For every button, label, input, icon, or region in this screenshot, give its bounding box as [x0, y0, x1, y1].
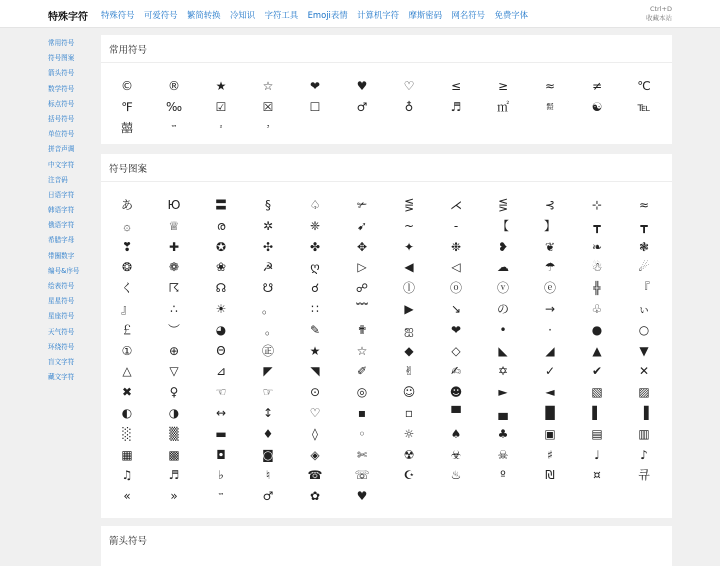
symbol-cell[interactable]: ☠ — [497, 447, 509, 462]
symbol-cell[interactable]: Ю — [167, 198, 181, 212]
symbol-cell[interactable]: ⊕ — [168, 343, 180, 358]
symbol-cell[interactable]: ⓥ — [496, 281, 509, 296]
symbol-cell[interactable]: 囍 — [120, 120, 133, 135]
symbol-cell[interactable]: © — [121, 79, 133, 93]
symbol-cell[interactable]: ⊙ — [309, 385, 321, 400]
symbol-cell[interactable]: ❧ — [591, 239, 603, 254]
symbol-cell[interactable]: ◀ — [404, 260, 414, 275]
sidebar-item[interactable]: 中文字符 — [48, 160, 75, 169]
symbol-cell[interactable]: ◤ — [263, 364, 273, 379]
top-nav — [101, 9, 537, 21]
sidebar-item[interactable]: 星星符号 — [48, 297, 75, 306]
symbol-cell[interactable]: ◙ — [262, 447, 274, 462]
symbol-cell[interactable]: ◁ — [451, 260, 461, 275]
symbol-cell[interactable]: ☆ — [262, 79, 274, 93]
symbol-cell[interactable]: ⓔ — [543, 281, 556, 296]
symbol-cell[interactable]: ♯ — [547, 447, 553, 462]
symbol-cell[interactable]: ❥ — [497, 239, 509, 254]
symbol-cell[interactable]: ♬ — [450, 99, 462, 114]
symbol-cell[interactable]: ● — [591, 322, 603, 337]
symbol-cell[interactable]: ♫ — [121, 468, 133, 483]
symbol-cell[interactable]: く — [120, 281, 133, 296]
symbol-cell[interactable]: ♤ — [309, 198, 321, 212]
symbol-cell[interactable]: ｡ — [264, 322, 271, 337]
symbol-cell[interactable]: ღ — [310, 260, 320, 275]
symbol-cell[interactable]: → — [544, 302, 556, 316]
symbol-cell[interactable]: ❃ — [638, 239, 650, 254]
symbol-cell[interactable]: ♪ — [640, 447, 648, 462]
symbol-cell[interactable]: ⋚ — [403, 198, 415, 212]
symbol-cell[interactable]: ╬ — [593, 281, 601, 296]
symbol-cell[interactable]: ≈ — [544, 79, 556, 93]
symbol-cell[interactable]: º — [500, 468, 506, 483]
nav-link[interactable]: Emoji表情 — [307, 10, 348, 20]
symbol-cell[interactable]: ♥ — [356, 489, 368, 504]
sidebar-item[interactable]: 数学符号 — [48, 84, 75, 93]
symbol-cell[interactable]: ▲ — [592, 343, 602, 358]
symbol-cell[interactable]: ✟ — [356, 322, 368, 337]
symbol-cell[interactable]: ★ — [309, 343, 321, 358]
symbol-cell[interactable]: ◕ — [215, 322, 227, 337]
symbol-cell[interactable]: ♠ — [450, 426, 462, 441]
symbol-cell[interactable]: ▤ — [591, 426, 603, 441]
sidebar-item[interactable]: 藏文字符 — [48, 373, 75, 382]
symbol-cell[interactable]: ▦ — [121, 447, 133, 462]
sidebar-item[interactable]: 常用符号 — [48, 39, 75, 47]
symbol-cell[interactable]: ✤ — [309, 239, 321, 254]
symbol-cell[interactable]: ☌ — [310, 281, 320, 296]
symbol-cell[interactable]: ☐ — [309, 99, 321, 114]
symbol-cell[interactable]: ◢ — [545, 343, 555, 358]
symbol-cell[interactable]: ▷ — [357, 260, 367, 275]
symbol-cell[interactable]: ㎡ — [496, 99, 509, 114]
symbol-cell[interactable]: ♬ — [168, 468, 180, 483]
symbol-cell[interactable]: ① — [121, 343, 133, 358]
symbol-cell[interactable]: 】 — [543, 218, 556, 233]
symbol-cell[interactable]: ⊿ — [215, 364, 227, 379]
section-divider — [101, 181, 672, 182]
symbol-cell[interactable]: ▄ — [498, 406, 508, 420]
symbol-cell[interactable]: ≈ — [638, 198, 650, 212]
sidebar-item[interactable]: 环绕符号 — [48, 342, 75, 351]
symbol-cell[interactable]: 『 — [637, 281, 650, 296]
symbol-cell[interactable]: ﹌ — [355, 302, 368, 316]
symbol-cell[interactable]: ◐ — [121, 406, 133, 420]
symbol-cell[interactable]: - — [453, 218, 459, 233]
sidebar-item[interactable]: 盲文字符 — [48, 357, 75, 366]
symbol-cell[interactable]: █ — [545, 406, 555, 420]
symbol-cell[interactable]: ☭ — [262, 260, 274, 275]
nav-link[interactable]: 摩斯密码 — [408, 10, 442, 20]
symbol-cell[interactable]: ❉ — [450, 239, 462, 254]
symbol-cell[interactable]: の — [496, 302, 509, 316]
symbol-cell[interactable]: ☈ — [168, 281, 180, 296]
symbol-cell[interactable]: ▐ — [639, 406, 649, 420]
symbol-cell[interactable]: ▩ — [168, 447, 180, 462]
nav-link[interactable]: 可爱符号 — [144, 10, 178, 20]
symbol-cell[interactable]: ▪ — [357, 406, 367, 420]
section-title: 符号图案 — [109, 164, 148, 175]
symbol-cell[interactable]: ㍿ — [546, 102, 554, 111]
symbol-cell[interactable]: ² — [219, 123, 223, 132]
symbol-cell[interactable]: ♂ — [262, 489, 274, 504]
symbol-cell[interactable]: ★ — [215, 79, 227, 93]
symbol-cell[interactable]: ◣ — [498, 343, 508, 358]
symbol-cell[interactable]: ര — [216, 218, 226, 233]
section-symbol-patterns — [101, 154, 672, 518]
nav-link[interactable]: 冷知识 — [230, 10, 256, 20]
symbol-cell[interactable]: ▬ — [215, 426, 227, 441]
nav-link[interactable]: 计算机字符 — [357, 10, 399, 20]
symbol-cell[interactable]: ♮ — [265, 468, 271, 483]
symbol-cell[interactable]: ☀ — [215, 302, 227, 316]
symbol-cell[interactable]: ▽ — [169, 364, 179, 379]
symbol-cell[interactable]: ¤ — [593, 468, 601, 483]
symbol-cell[interactable]: ® — [168, 79, 180, 93]
symbol-cell[interactable]: ≤ — [450, 79, 462, 93]
symbol-cell[interactable]: ♡ — [309, 406, 321, 420]
symbol-cell[interactable]: « — [123, 489, 131, 504]
symbol-cell[interactable]: ☑ — [215, 99, 227, 114]
symbol-cell[interactable]: あ — [120, 198, 133, 212]
symbol-cell[interactable]: ☯ — [591, 99, 603, 114]
symbol-cell[interactable]: ▫ — [404, 406, 414, 420]
symbol-cell[interactable]: ✿ — [309, 489, 321, 504]
sidebar-item[interactable]: 带圈数字 — [48, 251, 75, 260]
symbol-cell[interactable]: ░ — [122, 426, 132, 441]
section-title: 箭头符号 — [109, 536, 148, 547]
symbol-cell[interactable]: ♩ — [594, 447, 600, 462]
symbol-cell[interactable]: ✡ — [497, 364, 509, 379]
symbol-cell[interactable]: △ — [122, 364, 132, 379]
bookmark-hint[interactable] — [646, 5, 672, 23]
symbol-cell[interactable]: ☢ — [403, 447, 415, 462]
bookmark-text: 收藏本站 — [646, 14, 672, 22]
symbol-cell[interactable]: ✕ — [638, 364, 650, 379]
symbol-cell[interactable]: ♡ — [403, 79, 415, 93]
symbol-cell[interactable]: ❂ — [121, 260, 133, 275]
symbol-cell[interactable]: ▣ — [544, 426, 556, 441]
symbol-cell[interactable]: ‰ — [165, 99, 183, 114]
symbol-cell[interactable]: ♣ — [497, 426, 509, 441]
symbol-cell[interactable]: ▨ — [638, 385, 650, 400]
symbol-cell[interactable]: ◘ — [216, 447, 226, 462]
symbol-cell[interactable]: ❤ — [309, 79, 321, 93]
symbol-cell[interactable]: ☍ — [355, 281, 369, 296]
symbol-cell[interactable]: ✥ — [356, 239, 368, 254]
sidebar-item[interactable]: 箭头符号 — [48, 69, 75, 78]
symbol-cell[interactable]: ↕ — [262, 406, 274, 420]
symbol-cell[interactable]: ↔ — [215, 406, 227, 420]
symbol-cell[interactable]: ✪ — [215, 239, 227, 254]
symbol-cell[interactable]: ☄ — [638, 260, 650, 275]
symbol-cell[interactable]: ~ — [403, 218, 415, 233]
symbol-cell[interactable]: ▧ — [591, 385, 603, 400]
symbol-cell[interactable]: ◎ — [356, 385, 368, 400]
symbol-cell[interactable]: 【 — [496, 218, 509, 233]
symbol-cell[interactable]: ∴ — [170, 302, 178, 316]
nav-link[interactable]: 网名符号 — [451, 10, 485, 20]
top-header — [0, 0, 720, 28]
nav-link[interactable]: 免费字体 — [494, 10, 528, 20]
symbol-cell[interactable]: ❤ — [450, 322, 462, 337]
symbol-cell[interactable]: ⋌ — [450, 198, 462, 212]
section-divider — [101, 62, 672, 63]
symbol-cell[interactable]: • — [499, 322, 507, 337]
symbol-cell[interactable]: ™ — [217, 492, 225, 501]
symbol-cell[interactable]: ↘ — [450, 302, 462, 316]
symbol-cell[interactable]: ⊹ — [591, 198, 603, 212]
sidebar-item[interactable]: 注音码 — [48, 175, 68, 184]
symbol-cell[interactable]: ☃ — [591, 260, 603, 275]
symbol-cell[interactable]: ▌ — [592, 406, 602, 420]
symbol-cell[interactable]: ▒ — [169, 426, 179, 441]
symbol-cell[interactable]: ⋚ — [497, 198, 509, 212]
symbol-cell[interactable]: ⓛ — [402, 281, 415, 296]
sidebar-item[interactable]: 希腊字母 — [48, 236, 75, 245]
symbol-cell[interactable]: ┳ — [640, 218, 648, 233]
category-sidebar — [48, 38, 94, 387]
nav-link[interactable]: 字符工具 — [264, 10, 299, 20]
symbol-cell[interactable]: ￡ — [120, 322, 133, 337]
symbol-cell[interactable]: ◑ — [168, 406, 180, 420]
symbol-cell[interactable]: ◇ — [451, 343, 461, 358]
symbol-cell[interactable]: ³ — [266, 123, 270, 132]
symbol-cell[interactable]: ♕ — [168, 218, 180, 233]
symbol-cell[interactable]: ➹ — [356, 218, 368, 233]
symbol-cell[interactable]: ☆ — [356, 343, 368, 358]
symbol-cell[interactable]: Θ — [216, 343, 226, 358]
symbol-cell[interactable]: ︶ — [167, 322, 180, 337]
nav-link[interactable]: 繁简转换 — [187, 10, 221, 20]
symbol-cell[interactable]: 큐 — [638, 468, 650, 483]
symbol-cell[interactable]: ◄ — [545, 385, 555, 400]
symbol-cell[interactable]: ❈ — [309, 218, 321, 233]
symbol-cell[interactable]: ₪ — [545, 468, 555, 483]
site-logo[interactable]: 特殊字符 — [48, 12, 88, 23]
symbol-cell[interactable]: ☼ — [403, 426, 415, 441]
symbol-cell[interactable]: ▼ — [639, 343, 649, 358]
symbol-cell[interactable]: ✔ — [591, 364, 603, 379]
symbol-cell[interactable]: § — [265, 198, 271, 212]
section-common-symbols — [101, 35, 672, 144]
symbol-cell[interactable]: ☻ — [449, 385, 463, 400]
hotkey-text: Ctrl+D — [649, 5, 672, 13]
symbol-cell[interactable]: ⓞ — [449, 281, 462, 296]
sidebar-item[interactable]: 编号&序号 — [48, 266, 80, 275]
symbol-cell[interactable]: ♭ — [218, 468, 224, 483]
sidebar-item[interactable]: 单位符号 — [48, 130, 75, 139]
symbol-cell[interactable]: ✲ — [262, 218, 274, 233]
symbol-cell[interactable]: ⊰ — [544, 198, 556, 212]
sidebar-item[interactable]: 俄语字符 — [48, 221, 75, 230]
symbol-cell[interactable]: ◊ — [312, 426, 318, 441]
symbol-cell[interactable]: ┳ — [593, 218, 601, 233]
symbol-cell[interactable]: ≥ — [497, 79, 509, 93]
symbol-cell[interactable]: ◈ — [310, 447, 320, 462]
symbol-cell[interactable]: ☜ — [215, 385, 227, 400]
symbol-cell[interactable]: ☞ — [262, 385, 274, 400]
symbol-cell[interactable]: ❀ — [215, 260, 227, 275]
symbol-cell[interactable]: ℃ — [637, 79, 651, 93]
symbol-cell[interactable]: ◦ — [358, 426, 366, 441]
symbol-cell[interactable]: ♧ — [591, 302, 603, 316]
symbol-cell[interactable]: ☣ — [450, 447, 462, 462]
symbol-cell[interactable]: ✄ — [356, 447, 368, 462]
symbol-cell[interactable]: ❦ — [544, 239, 556, 254]
symbol-cell[interactable]: ∷ — [311, 302, 319, 316]
symbol-cell[interactable]: ℡ — [637, 99, 651, 114]
section-title: 常用符号 — [109, 45, 148, 56]
symbol-cell[interactable]: ஐ — [404, 322, 414, 337]
sidebar-item[interactable]: 天气符号 — [48, 327, 75, 336]
symbol-cell[interactable]: ♦ — [262, 426, 274, 441]
symbol-cell[interactable]: ☂ — [544, 260, 556, 275]
symbol-cell[interactable]: ◥ — [310, 364, 320, 379]
symbol-cell[interactable]: ◆ — [404, 343, 414, 358]
symbol-cell[interactable]: ✦ — [403, 239, 415, 254]
sidebar-item[interactable]: 标点符号 — [48, 99, 75, 108]
sidebar-item[interactable]: 韩语字符 — [48, 206, 75, 215]
symbol-cell[interactable]: ™ — [170, 123, 178, 132]
symbol-cell[interactable]: ☒ — [262, 99, 274, 114]
sidebar-item[interactable]: 日语字符 — [48, 190, 75, 199]
symbol-cell[interactable]: ❣ — [121, 239, 133, 254]
symbol-cell[interactable]: ☁ — [497, 260, 509, 275]
symbol-cell[interactable]: ☪ — [403, 468, 415, 483]
symbol-cell[interactable]: ❁ — [168, 260, 180, 275]
symbol-cell[interactable]: ✖ — [121, 385, 133, 400]
symbol-cell[interactable]: ℉ — [121, 99, 133, 114]
symbol-cell[interactable]: · — [548, 322, 552, 337]
symbol-cell[interactable]: ♀ — [169, 385, 179, 400]
symbol-cell[interactable]: ▥ — [638, 426, 650, 441]
symbol-cell[interactable]: ≠ — [591, 79, 603, 93]
sidebar-item[interactable]: 拼音声调 — [48, 145, 75, 154]
symbol-cell[interactable]: ☏ — [354, 468, 370, 483]
symbol-cell[interactable]: ✍ — [450, 364, 462, 379]
symbol-cell[interactable]: 。 — [261, 302, 274, 316]
symbol-cell[interactable]: » — [170, 489, 178, 504]
symbol-cell[interactable]: ♂ — [356, 99, 368, 114]
symbol-cell[interactable]: ☎ — [307, 468, 323, 483]
symbol-cell[interactable]: ▀ — [451, 406, 461, 420]
symbol-cell[interactable]: ♨ — [450, 468, 462, 483]
nav-link[interactable]: 特殊符号 — [101, 10, 135, 20]
symbol-cell[interactable]: ✓ — [544, 364, 556, 379]
sidebar-item[interactable]: 绘表符号 — [48, 282, 75, 290]
symbol-cell[interactable]: ○ — [638, 322, 650, 337]
symbol-cell[interactable]: ✚ — [168, 239, 180, 254]
section-arrow-symbols — [101, 526, 672, 566]
symbol-cell[interactable]: ☋ — [262, 281, 274, 296]
symbol-cell[interactable]: ㊣ — [261, 343, 274, 358]
sidebar-item[interactable]: 符号图案 — [48, 54, 75, 63]
symbol-cell[interactable]: ▶ — [404, 302, 414, 316]
symbol-cell[interactable]: ✣ — [262, 239, 274, 254]
symbol-cell[interactable]: ✌ — [403, 364, 415, 379]
symbol-cell[interactable]: ► — [498, 385, 508, 400]
sidebar-item[interactable]: 括号符号 — [48, 114, 75, 123]
symbol-cell[interactable]: ぃ — [637, 302, 650, 316]
symbol-cell[interactable]: ♁ — [404, 99, 414, 114]
symbol-cell[interactable]: ✐ — [356, 364, 368, 379]
symbol-cell[interactable]: 〓 — [214, 198, 227, 212]
sidebar-item[interactable]: 星座符号 — [48, 312, 75, 321]
symbol-cell[interactable]: ✎ — [309, 322, 321, 337]
symbol-cell[interactable]: ۞ — [123, 218, 131, 233]
symbol-cell[interactable]: ✃ — [356, 198, 368, 212]
symbol-cell[interactable]: 』 — [120, 302, 133, 316]
symbol-cell[interactable]: ♥ — [356, 79, 368, 93]
symbol-cell[interactable]: ☊ — [215, 281, 227, 296]
symbol-cell[interactable]: ☺ — [402, 385, 416, 400]
